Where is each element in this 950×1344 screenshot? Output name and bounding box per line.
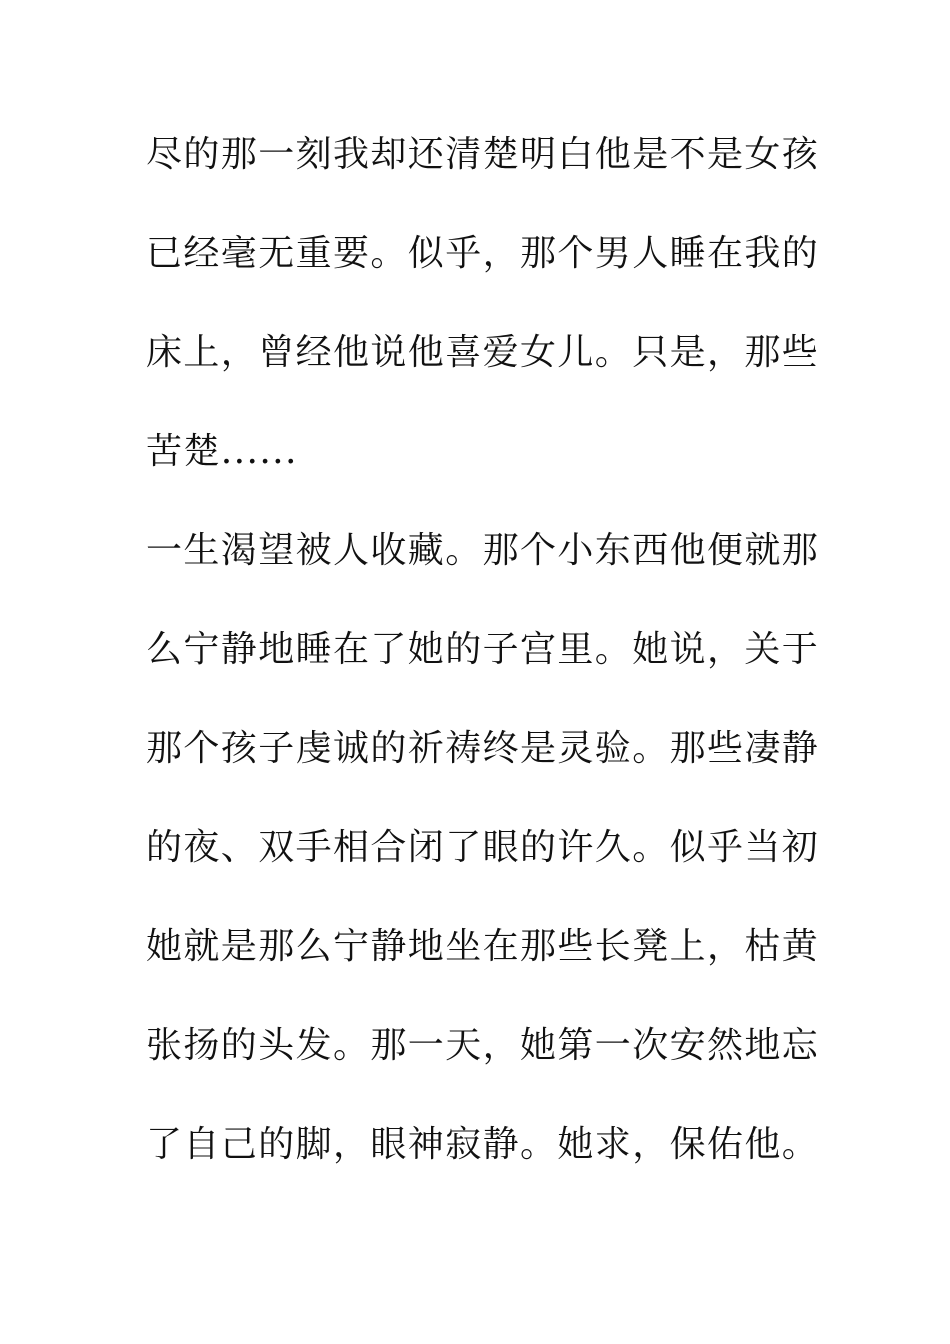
body-text xyxy=(146,127,826,1216)
text-line: 那个孩子虔诚的祈祷终是灵验。那些凄静 xyxy=(146,728,820,769)
text-line: 尽的那一刻我却还清楚明白他是不是女孩 xyxy=(146,134,820,175)
text-line: 已经毫无重要。似乎，那个男人睡在我的 xyxy=(146,233,820,274)
text-line: 床上，曾经他说他喜爱女儿。只是，那些 xyxy=(146,332,820,373)
text-line: 她就是那么宁静地坐在那些长凳上，枯黄 xyxy=(146,926,820,967)
text-line: 么宁静地睡在了她的子宫里。她说，关于 xyxy=(146,629,820,670)
text-line: 苦楚...... xyxy=(146,431,298,472)
text-line: 了自己的脚，眼神寂静。她求，保佑他。 xyxy=(146,1124,820,1165)
text-line: 的夜、双手相合闭了眼的许久。似乎当初 xyxy=(146,827,820,868)
text-line: 张扬的头发。那一天，她第一次安然地忘 xyxy=(146,1025,820,1066)
text-line: 一生渴望被人收藏。那个小东西他便就那 xyxy=(146,530,820,571)
